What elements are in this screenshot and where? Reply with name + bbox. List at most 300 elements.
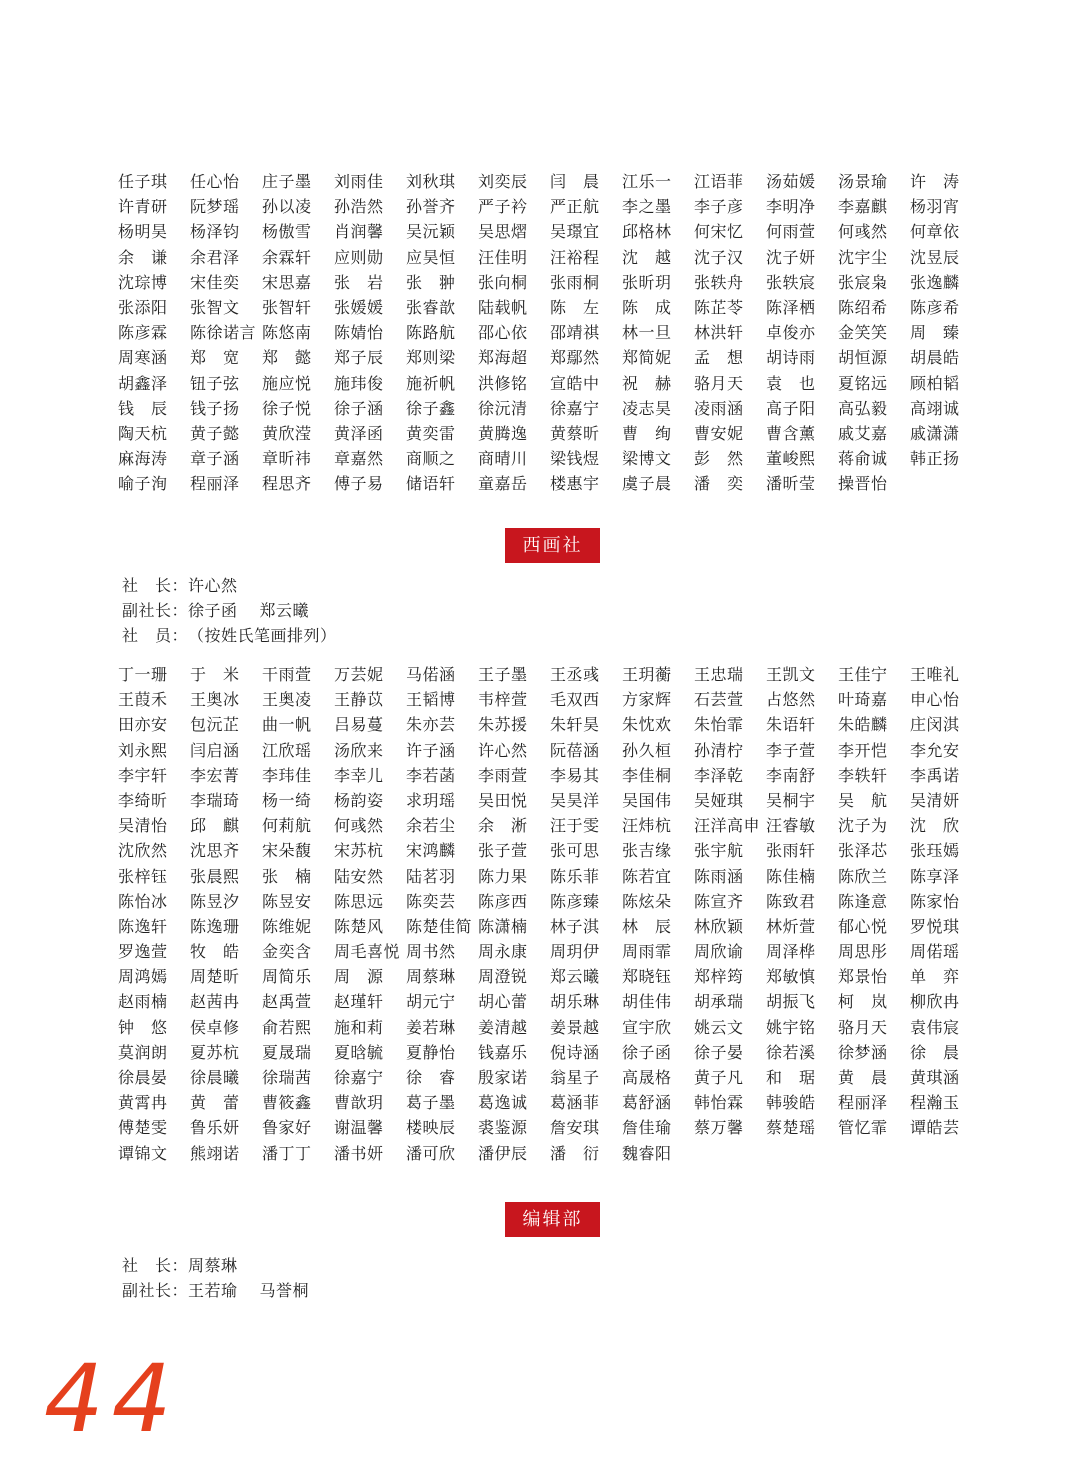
member-name: 柯 岚 — [838, 992, 888, 1012]
member-name: 刘奕辰 — [478, 172, 528, 191]
member-name: 郑子辰 — [334, 348, 384, 368]
member-name: 陈潇楠 — [478, 916, 528, 936]
member-name: 张逸麟 — [910, 272, 960, 292]
page-number: 44 — [44, 1345, 180, 1454]
member-name: 陈婧怡 — [334, 323, 384, 343]
member-name: 詹佳瑜 — [622, 1118, 672, 1138]
member-name: 陈欣兰 — [838, 866, 888, 886]
member-name: 谭皓芸 — [910, 1118, 960, 1138]
member-name: 葛涵菲 — [550, 1093, 600, 1113]
member-name: 胡佳伟 — [622, 992, 672, 1012]
member-name: 宣皓中 — [550, 373, 600, 393]
member-name: 周雨霏 — [622, 942, 672, 962]
member-name: 邵心依 — [478, 323, 528, 343]
member-name: 管忆霏 — [838, 1118, 888, 1138]
member-name: 王葭禾 — [118, 690, 168, 710]
member-name: 骆月天 — [838, 1017, 888, 1037]
member-name: 张媛媛 — [334, 297, 384, 317]
member-name: 包沅芷 — [190, 715, 240, 735]
member-name: 陈彦臻 — [550, 891, 600, 911]
member-name: 葛子墨 — [406, 1093, 456, 1113]
member-name: 陈逸珊 — [190, 916, 240, 936]
member-name: 沈宇尘 — [838, 247, 888, 267]
member-name: 黄琪涵 — [910, 1068, 960, 1087]
member-name: 徐晨晏 — [118, 1068, 168, 1087]
member-name: 李之墨 — [622, 197, 672, 217]
member-name: 王丞彧 — [550, 665, 600, 684]
member-name: 胡承瑞 — [694, 992, 744, 1012]
member-name: 施祈帆 — [406, 373, 456, 393]
member-name: 曹筱鑫 — [262, 1093, 312, 1113]
member-name: 汪佳明 — [478, 247, 528, 267]
member-name: 何章依 — [910, 222, 960, 242]
member-name: 陈佳楠 — [766, 866, 816, 886]
member-name: 王韬博 — [406, 690, 456, 710]
member-name: 王凯文 — [766, 665, 816, 684]
member-name: 胡心蕾 — [478, 992, 528, 1012]
member-name: 莫润朗 — [118, 1042, 168, 1062]
member-name: 顾柏韬 — [910, 373, 960, 393]
member-name: 高弘毅 — [838, 398, 888, 418]
member-name: 赵瑾轩 — [334, 992, 384, 1012]
member-name: 林一旦 — [622, 323, 672, 343]
member-name: 汪睿敏 — [766, 816, 816, 836]
member-name: 麻海涛 — [118, 449, 168, 469]
member-name: 单 弈 — [910, 967, 960, 987]
member-name: 张梓钰 — [118, 866, 168, 886]
member-name: 朱皓麟 — [838, 715, 888, 735]
member-name: 高翊诚 — [910, 398, 960, 418]
member-name: 朱怡霏 — [694, 715, 744, 735]
editorial-vice-president-label: 副社长： — [122, 1281, 189, 1300]
member-name: 周楚昕 — [190, 967, 240, 987]
member-name: 侯卓修 — [190, 1017, 240, 1037]
member-name: 吴桐宇 — [766, 790, 816, 810]
member-name: 宋佳奕 — [190, 272, 240, 292]
member-name: 李嘉麒 — [838, 197, 888, 217]
member-name: 李瑞琦 — [190, 790, 240, 810]
member-name: 田亦安 — [118, 715, 168, 735]
member-name: 周思彤 — [838, 942, 888, 962]
member-name: 钟 悠 — [118, 1017, 168, 1037]
member-name: 金奕含 — [262, 942, 312, 962]
member-name: 余 谦 — [118, 247, 168, 267]
member-name: 赵禹萱 — [262, 992, 312, 1012]
member-name: 程瀚玉 — [910, 1093, 960, 1113]
member-name: 邵靖祺 — [550, 323, 600, 343]
editorial-officers — [122, 1253, 309, 1303]
member-name: 邱 麒 — [190, 816, 240, 836]
member-name: 张 翀 — [406, 272, 456, 292]
member-name: 张吉缘 — [622, 841, 672, 861]
member-name: 吴娅琪 — [694, 790, 744, 810]
member-name: 徐梦涵 — [838, 1042, 888, 1062]
member-name: 曹含薰 — [766, 423, 816, 443]
member-name: 陈彦希 — [910, 297, 960, 317]
member-name: 徐沅清 — [478, 398, 528, 418]
western-painting-officers — [122, 573, 337, 648]
member-name: 钮子弦 — [190, 373, 240, 393]
member-name: 王玥蘅 — [622, 665, 672, 684]
member-name: 张智轩 — [262, 297, 312, 317]
member-name: 吴清妍 — [910, 790, 960, 810]
member-name: 闫 晨 — [550, 172, 600, 191]
member-name: 李禹诺 — [910, 765, 960, 785]
vice-president-name-1: 徐子函 — [188, 601, 238, 620]
member-name: 陈若宜 — [622, 866, 672, 886]
member-name: 胡诗雨 — [766, 348, 816, 368]
member-name: 徐子悦 — [262, 398, 312, 418]
member-name: 许 涛 — [910, 172, 960, 191]
member-name: 陈逸轩 — [118, 916, 168, 936]
member-name: 谢温馨 — [334, 1118, 384, 1138]
member-name: 杨一绮 — [262, 790, 312, 810]
member-name: 陈悠南 — [262, 323, 312, 343]
member-name: 陈怡冰 — [118, 891, 168, 911]
member-name: 潘可欣 — [406, 1143, 456, 1163]
member-name: 张添阳 — [118, 297, 168, 317]
member-name: 杨羽宵 — [910, 197, 960, 217]
member-name: 周泽桦 — [766, 942, 816, 962]
member-name: 应则勋 — [334, 247, 384, 267]
member-name: 潘 衍 — [550, 1143, 600, 1163]
member-name: 郁心悦 — [838, 916, 888, 936]
member-name: 钱子扬 — [190, 398, 240, 418]
member-name: 徐嘉宁 — [334, 1068, 384, 1087]
member-name: 吴田悦 — [478, 790, 528, 810]
member-name: 黄腾逸 — [478, 423, 528, 443]
member-name: 宋苏杭 — [334, 841, 384, 861]
member-name: 黄蔡昕 — [550, 423, 600, 443]
member-name: 施应悦 — [262, 373, 312, 393]
editorial-vice-president-name-2: 马誉桐 — [259, 1281, 310, 1300]
member-name: 周 源 — [334, 967, 384, 987]
member-name: 何彧然 — [334, 816, 384, 836]
member-name: 鲁乐妍 — [190, 1118, 240, 1138]
member-name: 许青研 — [118, 197, 168, 217]
member-name: 沈昱辰 — [910, 247, 960, 267]
member-name: 胡鑫泽 — [118, 373, 168, 393]
member-name: 李轶轩 — [838, 765, 888, 785]
member-name: 陈宣齐 — [694, 891, 744, 911]
member-name: 赵茜冉 — [190, 992, 240, 1012]
member-name: 李明净 — [766, 197, 816, 217]
member-name: 蒋俞诚 — [838, 449, 888, 469]
member-name: 郑海超 — [478, 348, 528, 368]
member-name: 虞子晨 — [622, 474, 672, 494]
member-name: 严正航 — [550, 197, 600, 217]
member-name: 何雨萱 — [766, 222, 816, 242]
member-name: 周鸿嫣 — [118, 967, 168, 987]
member-name: 徐子涵 — [334, 398, 384, 418]
member-name: 牧 皓 — [190, 942, 240, 962]
member-name: 沈思齐 — [190, 841, 240, 861]
member-name: 余 淅 — [478, 816, 528, 836]
member-name: 陈绍希 — [838, 297, 888, 317]
member-name: 干雨萱 — [262, 665, 312, 684]
member-name: 黄欣滢 — [262, 423, 312, 443]
member-name: 吴思熠 — [478, 222, 528, 242]
member-name: 高晟格 — [622, 1068, 672, 1087]
member-name: 宋鸿麟 — [406, 841, 456, 861]
member-name: 郑简妮 — [622, 348, 672, 368]
president-name: 许心然 — [188, 576, 238, 595]
member-name: 潘 奕 — [694, 474, 744, 494]
member-name: 陈致君 — [766, 891, 816, 911]
member-name: 殷家诺 — [478, 1068, 528, 1087]
member-name: 孙誉齐 — [406, 197, 456, 217]
member-name: 卓俊亦 — [766, 323, 816, 343]
member-name: 林洪轩 — [694, 323, 744, 343]
member-name: 葛舒涵 — [622, 1093, 672, 1113]
member-name: 李玮佳 — [262, 765, 312, 785]
member-name: 施和莉 — [334, 1017, 384, 1037]
member-name: 姚云文 — [694, 1017, 744, 1037]
member-name: 夏苏杭 — [190, 1042, 240, 1062]
member-name: 沈 欣 — [910, 816, 960, 836]
member-name: 谭锦文 — [118, 1143, 168, 1163]
member-name: 江乐一 — [622, 172, 672, 191]
member-name: 毛双西 — [550, 690, 600, 710]
member-name: 李宇轩 — [118, 765, 168, 785]
member-name: 孙久桓 — [622, 740, 672, 760]
member-name: 潘昕莹 — [766, 474, 816, 494]
member-name: 陈奕芸 — [406, 891, 456, 911]
member-name: 凌志昊 — [622, 398, 672, 418]
member-name: 阮蓓涵 — [550, 740, 600, 760]
member-name: 汪于雯 — [550, 816, 600, 836]
member-name: 凌雨涵 — [694, 398, 744, 418]
member-name: 姜若琳 — [406, 1017, 456, 1037]
vice-president-line — [122, 598, 337, 623]
member-name: 陈家怡 — [910, 891, 960, 911]
member-name: 沈子为 — [838, 816, 888, 836]
vice-president-label: 副社长： — [122, 601, 189, 620]
member-name: 骆月天 — [694, 373, 744, 393]
member-name: 魏睿阳 — [622, 1143, 672, 1163]
member-name: 夏静怡 — [406, 1042, 456, 1062]
member-name: 李幸儿 — [334, 765, 384, 785]
member-name: 邱格林 — [622, 222, 672, 242]
member-name: 姜清越 — [478, 1017, 528, 1037]
member-name: 陈昱汐 — [190, 891, 240, 911]
member-name: 郑鄢然 — [550, 348, 600, 368]
member-name: 施玮俊 — [334, 373, 384, 393]
member-name: 储语轩 — [406, 474, 456, 494]
member-name: 黄 蕾 — [190, 1093, 240, 1113]
member-name: 周欣谕 — [694, 942, 744, 962]
member-name: 孙以凌 — [262, 197, 312, 217]
member-name: 傅楚雯 — [118, 1118, 168, 1138]
members-ordering-note: （按姓氏笔画排列） — [188, 626, 337, 645]
member-name: 鲁家好 — [262, 1118, 312, 1138]
member-name: 林子淇 — [550, 916, 600, 936]
member-name: 郑则梁 — [406, 348, 456, 368]
member-name: 周澄锐 — [478, 967, 528, 987]
member-name: 于 米 — [190, 665, 240, 684]
member-name: 汪裕程 — [550, 247, 600, 267]
member-name: 王奥凌 — [262, 690, 312, 710]
member-name: 姚宇铭 — [766, 1017, 816, 1037]
member-name: 朱轩昊 — [550, 715, 600, 735]
member-name: 陈彦霖 — [118, 323, 168, 343]
member-name: 闫启涵 — [190, 740, 240, 760]
member-name: 朱忱欢 — [622, 715, 672, 735]
member-name: 叶琦嘉 — [838, 690, 888, 710]
member-name: 袁 也 — [766, 373, 816, 393]
member-name: 王唯礼 — [910, 665, 960, 684]
member-name: 杨傲雪 — [262, 222, 312, 242]
member-name: 梁钱煜 — [550, 449, 600, 469]
member-name: 翁星子 — [550, 1068, 600, 1087]
member-name: 江语菲 — [694, 172, 744, 191]
member-name: 林欣颖 — [694, 916, 744, 936]
member-name: 朱亦芸 — [406, 715, 456, 735]
member-name: 余君泽 — [190, 247, 240, 267]
member-name: 张宸枭 — [838, 272, 888, 292]
member-name: 何彧然 — [838, 222, 888, 242]
member-name: 张向桐 — [478, 272, 528, 292]
member-name: 周蔡琳 — [406, 967, 456, 987]
member-name: 董峻熙 — [766, 449, 816, 469]
member-name: 庄子墨 — [262, 172, 312, 191]
member-name: 章昕祎 — [262, 449, 312, 469]
member-name: 张昕玥 — [622, 272, 672, 292]
member-name: 陶天杭 — [118, 423, 168, 443]
member-name: 潘书妍 — [334, 1143, 384, 1163]
member-name: 黄霄冉 — [118, 1093, 168, 1113]
member-name: 方家辉 — [622, 690, 672, 710]
member-name: 夏铭远 — [838, 373, 888, 393]
member-name: 李允安 — [910, 740, 960, 760]
member-name: 商顺之 — [406, 449, 456, 469]
member-name: 郑 宽 — [190, 348, 240, 368]
member-name: 曹 绚 — [622, 423, 672, 443]
member-name: 江欣瑶 — [262, 740, 312, 760]
member-name: 周玥伊 — [550, 942, 600, 962]
member-name: 徐 晨 — [910, 1042, 960, 1062]
member-name: 徐子晏 — [694, 1042, 744, 1062]
member-name: 张轶宸 — [766, 272, 816, 292]
member-name: 王子墨 — [478, 665, 528, 684]
member-name: 操晋怡 — [838, 474, 888, 494]
member-name: 张智文 — [190, 297, 240, 317]
member-name: 任心怡 — [190, 172, 240, 191]
member-name: 沈欣然 — [118, 841, 168, 861]
member-name: 许子涵 — [406, 740, 456, 760]
member-name: 俞若熙 — [262, 1017, 312, 1037]
member-name: 徐嘉宁 — [550, 398, 600, 418]
member-name: 商晴川 — [478, 449, 528, 469]
member-name: 申心怡 — [910, 690, 960, 710]
member-name: 黄 晨 — [838, 1068, 888, 1087]
member-name: 郑晓钰 — [622, 967, 672, 987]
member-name: 徐若溪 — [766, 1042, 816, 1062]
member-name: 陈 成 — [622, 297, 672, 317]
member-name: 罗逸萱 — [118, 942, 168, 962]
section-title-editorial: 编辑部 — [505, 1202, 600, 1237]
member-name: 郑景怡 — [838, 967, 888, 987]
member-name: 吴清怡 — [118, 816, 168, 836]
member-name: 潘伊辰 — [478, 1143, 528, 1163]
member-name: 梁博文 — [622, 449, 672, 469]
member-name: 马偌涵 — [406, 665, 456, 684]
member-name: 陈享泽 — [910, 866, 960, 886]
editorial-president-name: 周蔡琳 — [188, 1256, 238, 1275]
member-name: 杨明昊 — [118, 222, 168, 242]
member-name: 张晨熙 — [190, 866, 240, 886]
member-name: 周偌瑶 — [910, 942, 960, 962]
member-name: 程丽泽 — [190, 474, 240, 494]
member-name: 刘永熙 — [118, 740, 168, 760]
member-name: 曲一帆 — [262, 715, 312, 735]
member-name: 吴昊洋 — [550, 790, 600, 810]
member-name: 阮梦瑶 — [190, 197, 240, 217]
member-name: 沈子汉 — [694, 247, 744, 267]
president-line — [122, 573, 337, 598]
member-name: 徐子函 — [622, 1042, 672, 1062]
member-name: 李易其 — [550, 765, 600, 785]
member-name: 张子萱 — [478, 841, 528, 861]
member-name: 张雨轩 — [766, 841, 816, 861]
member-name: 陈徐诺言 — [190, 323, 257, 343]
member-name: 张珏嫣 — [910, 841, 960, 861]
members-label: 社 员： — [122, 626, 189, 645]
member-name: 孙清柠 — [694, 740, 744, 760]
member-name: 周寒涵 — [118, 348, 168, 368]
member-name: 陆安然 — [334, 866, 384, 886]
member-name: 韩骏皓 — [766, 1093, 816, 1113]
member-name: 洪修铭 — [478, 373, 528, 393]
member-name: 李宏菁 — [190, 765, 240, 785]
member-name: 王静苡 — [334, 690, 384, 710]
member-name: 严子衿 — [478, 197, 528, 217]
member-name: 黄奕雷 — [406, 423, 456, 443]
member-name: 郑 懿 — [262, 348, 312, 368]
member-name: 黄泽函 — [334, 423, 384, 443]
member-name: 庄闵淇 — [910, 715, 960, 735]
member-name: 陈力果 — [478, 866, 528, 886]
member-name: 汤欣来 — [334, 740, 384, 760]
member-name: 陈昱安 — [262, 891, 312, 911]
member-name: 孙浩然 — [334, 197, 384, 217]
member-name: 王奥冰 — [190, 690, 240, 710]
member-name: 应昊恒 — [406, 247, 456, 267]
member-name: 黄子懿 — [190, 423, 240, 443]
member-name: 李子彦 — [694, 197, 744, 217]
member-name: 张宇航 — [694, 841, 744, 861]
member-name: 高子阳 — [766, 398, 816, 418]
member-name: 戚艾嘉 — [838, 423, 888, 443]
member-name: 汤景瑜 — [838, 172, 888, 191]
member-name: 赵雨楠 — [118, 992, 168, 1012]
member-name: 周简乐 — [262, 967, 312, 987]
member-name: 李佳桐 — [622, 765, 672, 785]
member-name: 朱语轩 — [766, 715, 816, 735]
member-name: 周 臻 — [910, 323, 960, 343]
member-name: 彭 然 — [694, 449, 744, 469]
president-label: 社 长： — [122, 576, 189, 595]
member-name: 张 楠 — [262, 866, 312, 886]
member-name: 葛逸诚 — [478, 1093, 528, 1113]
member-name: 张睿歆 — [406, 297, 456, 317]
member-name: 汪炜杭 — [622, 816, 672, 836]
member-name: 夏晟瑞 — [262, 1042, 312, 1062]
member-name: 倪诗涵 — [550, 1042, 600, 1062]
member-name: 石芸萱 — [694, 690, 744, 710]
member-name: 陈 左 — [550, 297, 600, 317]
member-name: 戚潇潇 — [910, 423, 960, 443]
